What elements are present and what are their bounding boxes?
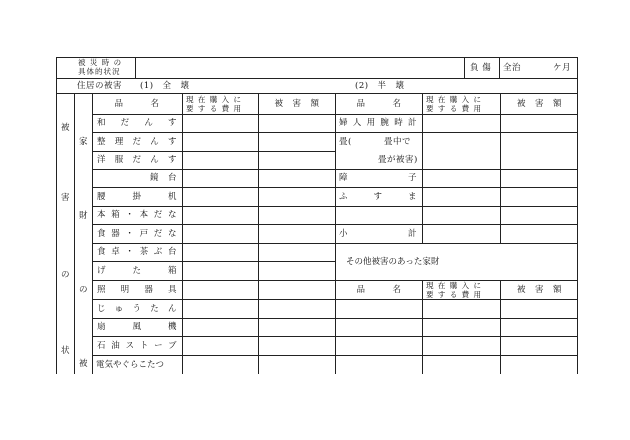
rule-left (92, 151, 335, 152)
rule-right-cost (422, 93, 423, 243)
rule-right-damage (500, 93, 501, 243)
right-item-tatami-note1: 畳中で (384, 137, 412, 147)
left-item: じゅうたん (97, 304, 177, 314)
rule-right (335, 169, 578, 170)
rule-right (335, 336, 578, 337)
header-damage-left: 被 害 額 (274, 99, 320, 109)
left-item: 食器・戸だな (97, 229, 177, 239)
rule-row1 (56, 78, 578, 79)
rule-left (92, 261, 335, 262)
residence-option-full: (1) 全 壊 (140, 81, 190, 91)
rule-left (92, 243, 335, 244)
header-cost-left-1: 現 在 購 入 に (186, 95, 243, 104)
residence-label: 住居の被害 (77, 81, 123, 91)
left-item: 扇風機 (97, 322, 177, 332)
left-item: げた箱 (97, 266, 177, 276)
header-cost-right-2-2: 要 す る 費 用 (426, 290, 483, 299)
header-cost-right-2-1: 現 在 購 入 に (426, 281, 483, 290)
header-damage-right: 被 害 額 (516, 99, 562, 109)
left-item: 本箱・本だな (97, 210, 177, 220)
left-item: 和だんす (97, 118, 177, 128)
circumstance-label-1: 被 災 時 の (78, 58, 123, 67)
right-item-watch: 婦人用腕時計 (339, 118, 417, 128)
rule-left (92, 132, 335, 133)
side-label-3: の (61, 270, 71, 280)
left-item: 鏡台 (150, 173, 177, 183)
header-cost-right-2: 要 す る 費 用 (426, 104, 483, 113)
right-item-tatami-note2: 畳が被害) (378, 155, 418, 165)
left-item: 石油ストーブ (97, 341, 177, 351)
header-damage-right-2: 被 害 額 (516, 285, 562, 295)
rule-right-damage2 (500, 280, 501, 374)
left-item: 電気やぐらこたつ (96, 360, 165, 370)
left-item: 腰掛机 (97, 192, 177, 202)
residence-option-half: (2) 半 壊 (355, 81, 405, 91)
right-item-shoji: 障子 (339, 173, 417, 183)
header-item-right-2: 品 名 (356, 285, 402, 295)
rule-right (335, 318, 578, 319)
rule-left (92, 280, 335, 281)
rule-right (335, 224, 578, 225)
injury-label: 負 傷 (470, 63, 492, 73)
side-label-2: 害 (61, 193, 71, 203)
rule-left-damage (258, 93, 259, 374)
rule-right (335, 243, 578, 244)
household-label-4: 被 (79, 359, 89, 369)
rule-center (335, 93, 336, 374)
header-cost-right-1: 現 在 購 入 に (426, 95, 483, 104)
rule-left (92, 336, 335, 337)
right-item-subtotal: 小計 (339, 229, 417, 239)
rule-outer-right (577, 57, 578, 374)
left-item: 整理だんす (97, 137, 177, 147)
rule-left (92, 355, 335, 356)
header-item-right: 品 名 (356, 99, 402, 109)
side-label-4: 状 (61, 346, 71, 356)
rule-household-col (92, 93, 93, 374)
left-item: 照明器具 (97, 285, 177, 295)
rule-right (335, 355, 578, 356)
months-label: ケ月 (553, 63, 572, 73)
side-label-1: 被 (61, 123, 71, 133)
rule-left-cost (182, 93, 183, 374)
rule-left (92, 206, 335, 207)
rule-left (92, 299, 335, 300)
header-cost-left-2: 要 す る 費 用 (186, 104, 243, 113)
rule-left (92, 169, 335, 170)
right-item-tatami: 畳( (339, 137, 352, 147)
household-label-3: の (79, 285, 89, 295)
rule-right (335, 132, 578, 133)
rule-label-col (74, 93, 75, 374)
circumstance-label-2: 具体的状況 (78, 67, 121, 76)
rule-left (92, 318, 335, 319)
rule-right-cost2 (422, 280, 423, 374)
rule-circumstance-col (135, 57, 136, 78)
right-item-other: その他被害のあった家財 (346, 257, 440, 267)
rule-left (92, 224, 335, 225)
rule-outer-left (56, 57, 57, 374)
rule-injury-left (464, 57, 465, 78)
left-item: 食卓・茶ぶ台 (97, 247, 177, 257)
household-label-1: 家 (79, 137, 89, 147)
rule-injury-mid (499, 57, 500, 78)
recovery-label: 全治 (503, 63, 522, 73)
rule-left (92, 187, 335, 188)
header-item-left: 品 名 (114, 99, 160, 109)
rule-right (335, 206, 578, 207)
right-item-fusuma: ふすま (339, 192, 417, 202)
left-item: 洋服だんす (97, 155, 177, 165)
rule-right (335, 187, 578, 188)
rule-right (335, 299, 578, 300)
household-label-2: 財 (79, 211, 89, 221)
